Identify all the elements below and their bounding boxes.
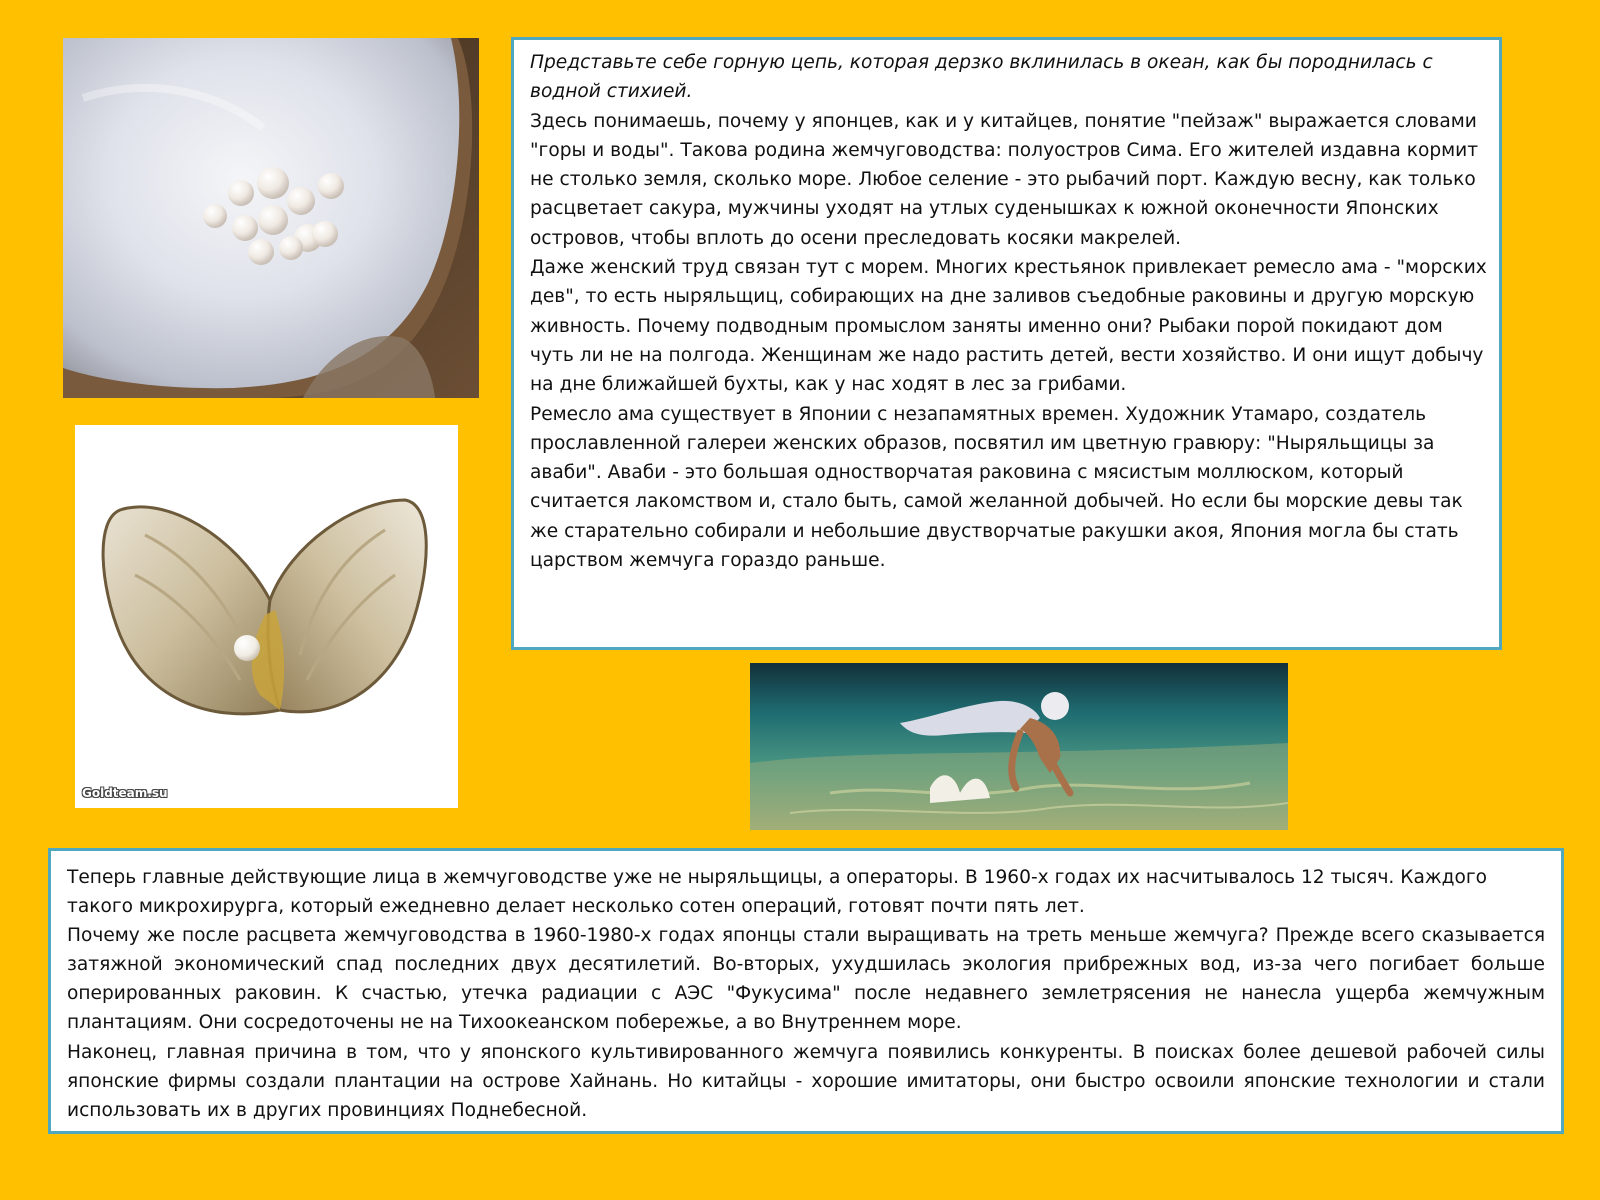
open-shell-image	[75, 425, 458, 808]
operators-paragraph: Теперь главные действующие лица в жемчуговодстве уже не ныряльщицы, а операторы. В 1960-х годах их насчитывалось 12 тысяч. Каждого такого микрохирурга, который ежедневно делает несколько сотен операций, готовят почти пять лет.	[67, 867, 1487, 918]
utamaro-paragraph: Ремесло ама существует в Японии с незапамятных времен. Художник Утамаро, создатель прославленной галереи женских образов, посвятил им цветную гравюру: "Ныряльщицы за аваби". Аваби - это большая одностворчатая раковина с мясистым моллюском, который считается лакомством и, стало быть, самой желанной добычей. Но если бы морские девы так же старательно собирали и небольшие двустворчатые ракушки акоя, Япония могла бы стать царством жемчуга гораздо раньше.	[530, 403, 1463, 572]
pearls-in-shell-photo	[63, 38, 479, 398]
pearls-in-shell-image	[63, 38, 479, 398]
intro-italic-paragraph: Представьте себе горную цепь, которая дерзко вклинилась в океан, как бы породнилась с водной стихией.	[530, 52, 1433, 103]
landscape-paragraph: Здесь понимаешь, почему у японцев, как и у китайцев, понятие "пейзаж" выражается словами "горы и воды". Такова родина жемчуговодства: полуостров Сима. Его жителей издавна кормит не столько земля, сколько море. Любое селение - это рыбачий порт. Каждую весну, как только расцветает сакура, мужчины уходят на утлых суденышках к южной оконечности Японских островов, чтобы вплоть до осени преследовать косяки макрелей.	[530, 110, 1479, 249]
competition-paragraph: Наконец, главная причина в том, что у японского культивированного жемчуга появились конкуренты. В поисках более дешевой рабочей силы японские фирмы создали плантации на острове Хайнань. Но китайцы - хорошие имитаторы, они быстро освоили японские технологии и стали использовать их в других провинциях Поднебесной.	[67, 1041, 1545, 1121]
intro-text-box	[511, 37, 1502, 650]
diver-underwater-image	[750, 663, 1288, 830]
ama-divers-paragraph: Даже женский труд связан тут с морем. Многих крестьянок привлекает ремесло ама - "морских дев", то есть ныряльщиц, собирающих на дне заливов съедобные раковины и другую морскую живность. Почему подводным промыслом заняты именно они? Рыбаки порой покидают дом чуть ли не на полгода. Женщинам же надо растить детей, вести хозяйство. И они ищут добычу на дне ближайшей бухты, как у нас ходят в лес за грибами.	[530, 257, 1487, 396]
single-pearl	[234, 635, 260, 661]
decline-paragraph: Почему же после расцвета жемчуговодства в 1960-1980-х годах японцы стали выращивать на треть меньше жемчуга? Прежде всего сказывается затяжной экономический спад последних двух десятилетий. Во-вторых, ухудшилась экология прибрежных вод, из-за чего погибает больше оперированных раковин. К счастью, утечка радиации с АЭС "Фукусима" после недавнего землетрясения не нанесла ущерба жемчужным плантациям. Они сосредоточены не на Тихоокеанском побережье, а во Внутреннем море.	[67, 925, 1545, 1034]
photo-watermark: Goldteam.su	[82, 786, 168, 800]
diver-underwater-photo	[750, 663, 1288, 830]
modern-pearling-text-box	[48, 848, 1564, 1134]
open-shell-photo	[75, 425, 458, 808]
